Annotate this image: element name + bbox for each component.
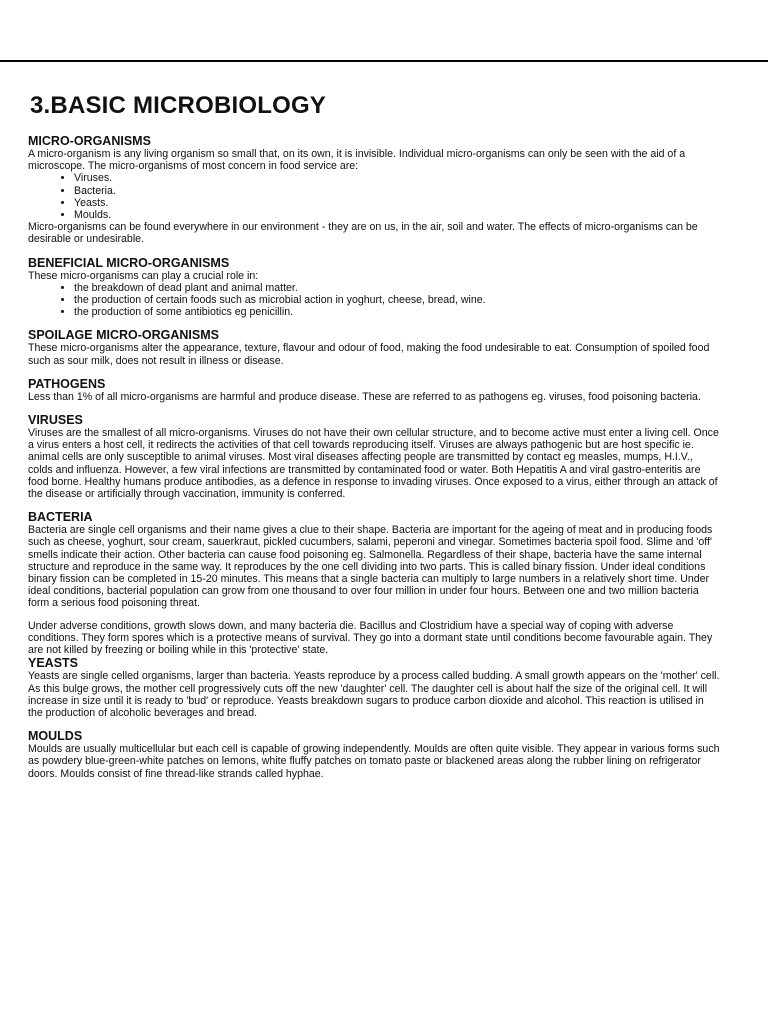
list-item: • the production of some antibiotics eg penicillin. bbox=[74, 306, 720, 318]
section-yeasts bbox=[28, 656, 720, 719]
bacteria-text-2: Under adverse conditions, growth slows down, and many bacteria die. Bacillus and Clostridium have a special way of coping with adverse conditions. They form spores which is a protective means of survival. They go into a dormant state until conditions become favourable again. They are not killed by freezing or boiling while in this 'protective' state. bbox=[28, 619, 713, 657]
section-moulds bbox=[28, 729, 720, 780]
list-item: • Bacteria. bbox=[74, 185, 720, 197]
list-item: • Yeasts. bbox=[74, 197, 720, 209]
moulds-text: Moulds are usually multicellular but each cell is capable of growing independently. Moulds are often quite visible. They appear in various forms such as powdery blue-green-white patches on lemons, white fluffy patches on tomato paste or blackened areas along the rubber lining on refrigerator doors. Moulds consist of fine thread-like strands called hyphae. bbox=[28, 743, 720, 780]
heading-micro-organisms: MICRO-ORGANISMS bbox=[28, 134, 151, 148]
pathogens-text: Less than 1% of all micro-organisms are harmful and produce disease. These are referred to as pathogens eg. viruses, food poisoning bacteria. bbox=[28, 390, 701, 403]
list-item: • Moulds. bbox=[74, 209, 720, 221]
spoilage-text: These micro-organisms alter the appearance, texture, flavour and odour of food, making the food undesirable to eat. Consumption of spoiled food such as sour milk, does not result in illness or disease. bbox=[28, 342, 710, 367]
section-micro-organisms bbox=[28, 134, 720, 246]
list-item: • the production of certain foods such as microbial action in yoghurt, cheese, bread, wine. bbox=[74, 294, 720, 306]
heading-moulds: MOULDS bbox=[28, 729, 83, 744]
heading-spoilage: SPOILAGE MICRO-ORGANISMS bbox=[28, 328, 219, 343]
page-bottom-margin bbox=[0, 966, 768, 1024]
micro-outro: Micro-organisms can be found everywhere in our environment - they are on us, in the air, soil and water. The effects of micro-organisms can be desirable or undesirable. bbox=[28, 221, 698, 246]
page-title: 3.BASIC MICROBIOLOGY bbox=[30, 92, 327, 119]
micro-list bbox=[28, 172, 720, 221]
beneficial-list bbox=[28, 282, 720, 319]
section-bacteria bbox=[28, 510, 720, 656]
section-spoilage bbox=[28, 328, 720, 366]
list-item: • Viruses. bbox=[74, 172, 720, 184]
top-rule bbox=[0, 60, 768, 62]
heading-pathogens: PATHOGENS bbox=[28, 376, 106, 391]
section-beneficial bbox=[28, 256, 720, 319]
heading-bacteria: BACTERIA bbox=[28, 510, 93, 525]
heading-yeasts: YEASTS bbox=[28, 656, 79, 671]
micro-intro: A micro-organism is any living organism so small that, on its own, it is invisible. Individual micro-organisms can only be seen with the aid of a microscope. The micro-organisms of most concern in food service are: bbox=[28, 148, 686, 173]
section-pathogens bbox=[28, 377, 720, 403]
heading-beneficial: BENEFICIAL MICRO-ORGANISMS bbox=[28, 255, 230, 270]
bacteria-text-1: Bacteria are single cell organisms and their name gives a clue to their shape. Bacteria are important for the ageing of meat and in producing foods such as cheese, yoghurt, sour cream, sauerkraut, pickled cucumbers, salami, peperoni and vinegar. Sometimes bacteria spoil food. Slime and 'off' smells indicate their action. Other bacteria can cause food poisoning eg. Salmonella. Regardless of their shape, bacteria have the same internal structure and reproduce in the same way. It reproduces by the one cell dividing into two parts. This is called binary fission. Under ideal conditions binary fission can be completed in 15-20 minutes. This means that a single bacteria can multiply to large numbers in a relatively short time. Under ideal conditions, bacterial population can grow from one thousand to over four million in under four hours. Between one and two million bacteria form a serious food poisoning threat. bbox=[28, 524, 713, 610]
viruses-text: Viruses are the smallest of all micro-organisms. Viruses do not have their own cellular structure, and to become active must enter a living cell. Once a virus enters a host cell, it redirects the activities of that cell towards reproducing itself. Viruses are always pathogenic but are host specific ie. animal cells are only susceptible to animal viruses. Most viral diseases affecting people are transmitted by contact eg measles, mumps, H.I.V., colds and influenza. However, a few viral infections are transmitted by contaminated food or water. Both Hepatitis A and viral gastro-enteritis are food borne. Healthy humans produce antibodies, as a defence in response to invading viruses. Once exposed to a virus, either through an attack of the disease or artificially through vaccination, immunity is conferred. bbox=[28, 427, 719, 501]
document-page bbox=[28, 92, 720, 972]
yeasts-text: Yeasts are single celled organisms, larger than bacteria. Yeasts reproduce by a process called budding. A small growth appears on the 'mother' cell. As this bulge grows, the mother cell progressively cuts off the new 'daughter' cell. The daughter cell is about half the size of the original cell. It will increase in size until it is ready to 'bud' or reproduce. Yeasts breakdown sugars to produce carbon dioxide and alcohol. This reaction is utilised in the production of alcoholic beverages and bread. bbox=[28, 670, 720, 719]
section-viruses bbox=[28, 413, 720, 500]
heading-viruses: VIRUSES bbox=[28, 413, 83, 428]
paragraph-gap bbox=[28, 610, 720, 620]
beneficial-intro: These micro-organisms can play a crucial role in: bbox=[28, 269, 259, 282]
list-item: • the breakdown of dead plant and animal matter. bbox=[74, 282, 720, 294]
